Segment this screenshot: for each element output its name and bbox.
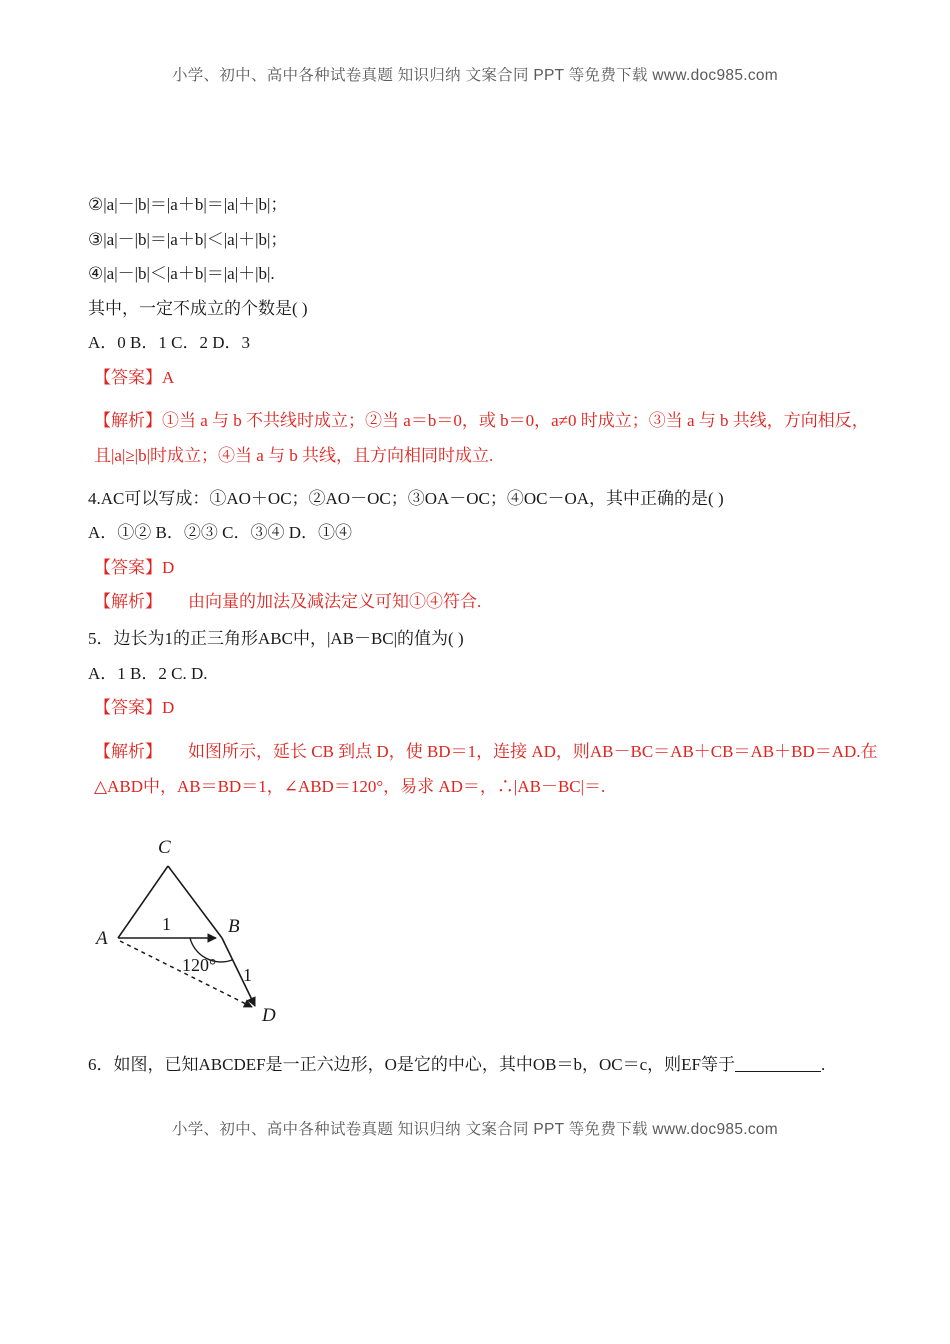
analysis-label: 【解析】 xyxy=(94,592,162,612)
option-4-line xyxy=(88,265,878,282)
geometry-figure xyxy=(86,826,366,1046)
question-6-tail: . xyxy=(820,1055,826,1074)
question-3-stem-text: 其中，一定不成立的个数是( ) xyxy=(88,298,308,318)
answer-value: D xyxy=(162,557,175,577)
figure-label-D: D xyxy=(262,1005,276,1026)
analysis-text: 如图所示，延长 CB 到点 D，使 BD＝1，连接 AD，则AB－BC＝AB＋CB＝AB＋BD＝AD.在△ABD中，AB＝BD＝1，∠ABD＝120°，易求 AD＝，∴|AB－BC|＝. xyxy=(94,741,878,797)
question-4-answer xyxy=(88,559,878,576)
figure-label-C: C xyxy=(158,837,171,858)
geometry-figure-svg xyxy=(86,826,366,1046)
header-watermark: 小学、初中、高中各种试卷真题 知识归纳 文案合同 PPT 等免费下载 www.doc985.com xyxy=(171,67,779,84)
answer-value: D xyxy=(162,698,175,718)
question-3-stem xyxy=(88,300,878,317)
analysis-label: 【解析】 xyxy=(94,411,162,430)
question-6-stem-text: 6．如图，已知ABCDEF是一正六边形，O是它的中心，其中OB＝b，OC＝c，则EF等于 xyxy=(88,1055,735,1074)
question-5-choices xyxy=(88,665,878,682)
question-5-answer xyxy=(88,699,878,716)
figure-length-AB: 1 xyxy=(162,914,171,934)
question-5-stem xyxy=(88,630,878,647)
question-4-choices xyxy=(88,524,878,541)
answer-blank[interactable] xyxy=(735,1071,821,1072)
question-4-stem-text: 4.AC可以写成：①AO＋OC；②AO－OC；③OA－OC；④OC－OA，其中正确的是( ) xyxy=(88,488,724,508)
option-3-line xyxy=(88,231,878,248)
segment-CB xyxy=(168,866,222,938)
figure-angle-label: 120° xyxy=(182,955,217,975)
analysis-text: 由向量的加法及减法定义可知①④符合. xyxy=(188,592,482,612)
option-2-line xyxy=(88,196,878,213)
question-3-analysis xyxy=(88,403,878,474)
question-5-stem-text: 5．边长为1的正三角形ABC中，|AB－BC|的值为( ) xyxy=(88,629,464,649)
option-2-text: ②|a|－|b|＝|a＋b|＝|a|＋|b|； xyxy=(88,195,288,214)
answer-label: 【答案】 xyxy=(94,367,162,387)
figure-length-BD: 1 xyxy=(243,965,252,985)
question-3-answer xyxy=(88,369,878,386)
question-5-choices-text: A．1 B．2 C. D. xyxy=(88,663,208,683)
option-4-text: ④|a|－|b|＜|a＋b|＝|a|＋|b|. xyxy=(88,264,275,283)
footer-watermark: 小学、初中、高中各种试卷真题 知识归纳 文案合同 PPT 等免费下载 www.doc985.com xyxy=(171,1121,779,1138)
question-3-choices xyxy=(88,334,878,351)
figure-label-B: B xyxy=(228,916,240,937)
question-6-stem xyxy=(88,1056,888,1073)
analysis-text: ①当 a 与 b 不共线时成立；②当 a＝b＝0，或 b＝0，a≠0 时成立；③当 a 与 b 共线，方向相反，且|a|≥|b|时成立；④当 a 与 b 共线，且方向相同时成立. xyxy=(94,411,869,466)
segment-AC xyxy=(118,866,168,938)
question-5-analysis xyxy=(88,734,878,805)
question-4-choices-text: A．①② B．②③ C．③④ D．①④ xyxy=(88,523,352,543)
question-4-stem xyxy=(88,490,878,507)
option-3-text: ③|a|－|b|＝|a＋b|＜|a|＋|b|； xyxy=(88,229,288,249)
answer-value: A xyxy=(162,367,175,387)
analysis-label: 【解析】 xyxy=(94,741,162,761)
question-3-choices-text: A．0 B．1 C．2 D．3 xyxy=(88,333,250,352)
document-body xyxy=(88,196,878,808)
figure-label-A: A xyxy=(96,928,108,949)
answer-label: 【答案】 xyxy=(94,698,162,718)
answer-label: 【答案】 xyxy=(94,557,162,577)
question-4-analysis xyxy=(88,593,878,610)
